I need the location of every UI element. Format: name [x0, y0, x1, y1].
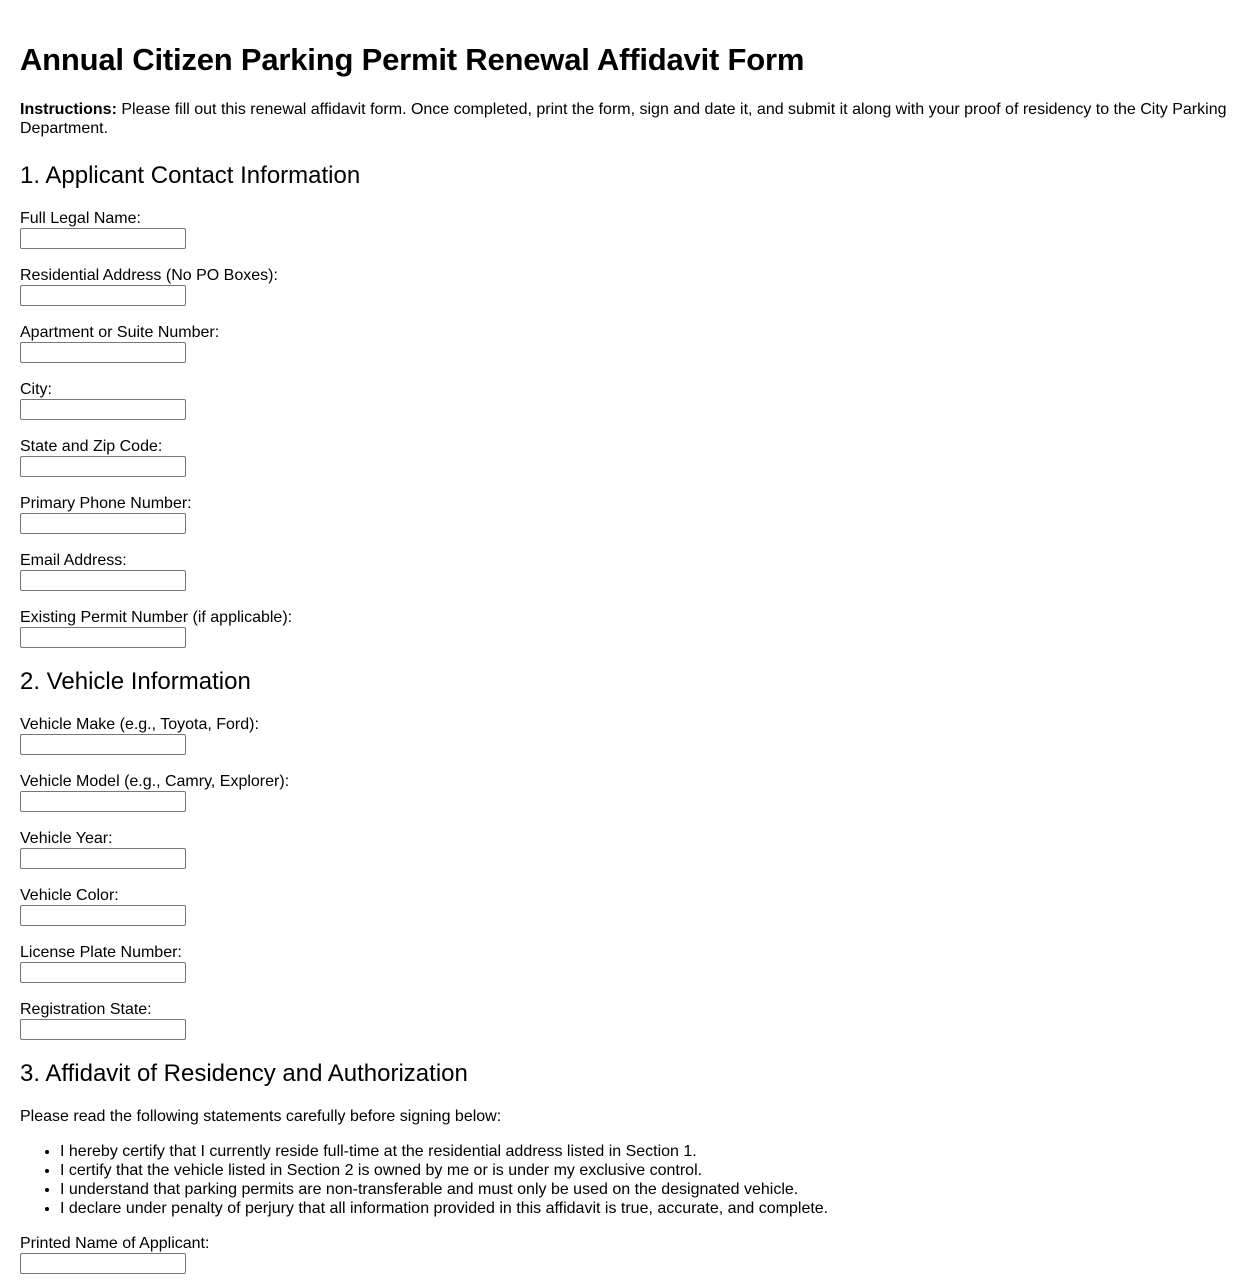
full-legal-name-field: [20, 209, 1227, 249]
statement-item: • I hereby certify that I currently reside full-time at the residential address listed in Section 1.: [60, 1142, 1227, 1161]
state-zip-input[interactable]: [20, 456, 186, 477]
statement-item: • I understand that parking permits are non-transferable and must only be used on the designated vehicle.: [60, 1180, 1227, 1199]
city-label: City:: [20, 381, 52, 398]
license-plate-field: [20, 943, 1227, 983]
existing-permit-input[interactable]: [20, 627, 186, 648]
printed-name-input[interactable]: [20, 1253, 186, 1274]
registration-state-field: [20, 1000, 1227, 1040]
primary-phone-input[interactable]: [20, 513, 186, 534]
email-field: [20, 551, 1227, 591]
apartment-suite-label: Apartment or Suite Number:: [20, 324, 220, 341]
full-legal-name-label: Full Legal Name:: [20, 210, 141, 227]
section-heading-vehicle: 2. Vehicle Information: [20, 668, 251, 695]
vehicle-year-label: Vehicle Year:: [20, 830, 113, 847]
license-plate-label: License Plate Number:: [20, 944, 182, 961]
vehicle-make-label: Vehicle Make (e.g., Toyota, Ford):: [20, 716, 259, 733]
vehicle-color-label: Vehicle Color:: [20, 887, 119, 904]
city-input[interactable]: [20, 399, 186, 420]
primary-phone-label: Primary Phone Number:: [20, 495, 192, 512]
state-zip-label: State and Zip Code:: [20, 438, 163, 455]
printed-name-label: Printed Name of Applicant:: [20, 1235, 210, 1252]
email-input[interactable]: [20, 570, 186, 591]
residential-address-input[interactable]: [20, 285, 186, 306]
vehicle-year-input[interactable]: [20, 848, 186, 869]
apartment-suite-field: [20, 323, 1227, 363]
residential-address-label: Residential Address (No PO Boxes):: [20, 267, 278, 284]
affidavit-intro: Please read the following statements carefully before signing below:: [20, 1108, 502, 1125]
existing-permit-field: [20, 608, 1227, 648]
vehicle-color-field: [20, 886, 1227, 926]
residential-address-field: [20, 266, 1227, 306]
vehicle-make-field: [20, 715, 1227, 755]
primary-phone-field: [20, 494, 1227, 534]
page-title: Annual Citizen Parking Permit Renewal Affidavit Form: [20, 42, 805, 77]
vehicle-model-field: [20, 772, 1227, 812]
registration-state-input[interactable]: [20, 1019, 186, 1040]
instructions-text: Please fill out this renewal affidavit form. Once completed, print the form, sign and date it, and submit it along with your proof of residency to the City Parking Department.: [20, 101, 1227, 137]
statement-item: • I certify that the vehicle listed in Section 2 is owned by me or is under my exclusive control.: [60, 1161, 1227, 1180]
existing-permit-label: Existing Permit Number (if applicable):: [20, 609, 293, 626]
printed-name-field: [20, 1234, 1227, 1274]
affidavit-statements: [20, 1142, 1227, 1218]
vehicle-color-input[interactable]: [20, 905, 186, 926]
vehicle-make-input[interactable]: [20, 734, 186, 755]
vehicle-model-label: Vehicle Model (e.g., Camry, Explorer):: [20, 773, 290, 790]
vehicle-year-field: [20, 829, 1227, 869]
section-heading-contact: 1. Applicant Contact Information: [20, 162, 361, 189]
instructions-label: Instructions:: [20, 101, 117, 118]
state-zip-field: [20, 437, 1227, 477]
city-field: [20, 380, 1227, 420]
instructions: [20, 100, 1227, 138]
registration-state-label: Registration State:: [20, 1001, 152, 1018]
section-heading-affidavit: 3. Affidavit of Residency and Authorization: [20, 1060, 468, 1087]
email-label: Email Address:: [20, 552, 127, 569]
full-legal-name-input[interactable]: [20, 228, 186, 249]
statement-item: • I declare under penalty of perjury that all information provided in this affidavit is true, accurate, and complete.: [60, 1199, 1227, 1218]
vehicle-model-input[interactable]: [20, 791, 186, 812]
apartment-suite-input[interactable]: [20, 342, 186, 363]
license-plate-input[interactable]: [20, 962, 186, 983]
